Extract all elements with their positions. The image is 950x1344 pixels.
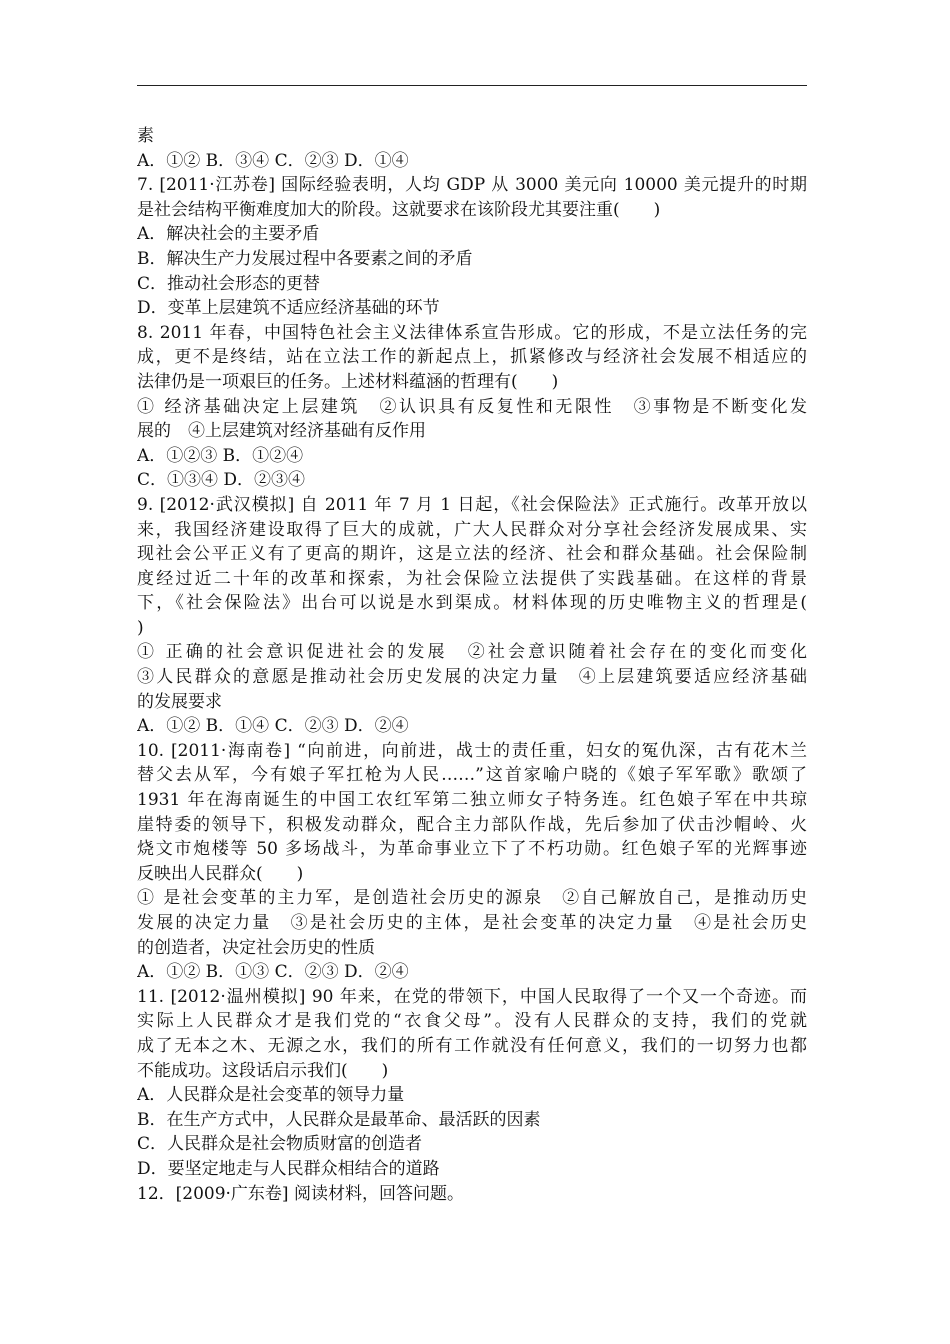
text-line: ) (137, 617, 144, 638)
text-line: 10. [2011·海南卷] “向前进，向前进，战士的责任重，妇女的冤仇深，古有花木兰 (137, 740, 807, 761)
text-line: ① 经济基础决定上层建筑 ②认识具有反复性和无限性 ③事物是不断变化发 (137, 396, 807, 417)
text-line: 是社会结构平衡难度加大的阶段。这就要求在该阶段尤其要注重( ) (137, 199, 661, 220)
text-line: C．①③④ D．②③④ (137, 470, 306, 491)
text-line: 成了无本之木、无源之水，我们的所有工作就没有任何意义，我们的一切努力也都 (137, 1035, 807, 1056)
text-line: 不能成功。这段话启示我们( ) (137, 1060, 389, 1081)
text-line: 素 (137, 126, 154, 146)
text-line: 崖特委的领导下，积极发动群众，配合主力部队作战，先后参加了伏击沙帽岭、火 (137, 814, 807, 835)
text-line: 发展的决定力量 ③是社会历史的主体，是社会变革的决定力量 ④是社会历史 (137, 913, 807, 933)
text-line: 11. [2012·温州模拟] 90 年来，在党的带领下，中国人民取得了一个又一个奇迹。而 (137, 986, 807, 1007)
text-line: A．①② B．①④ C．②③ D．②④ (137, 716, 409, 737)
text-line: 反映出人民群众( ) (137, 863, 304, 884)
text-line: 的发展要求 (137, 691, 222, 712)
text-line: D．要坚定地走与人民群众相结合的道路 (137, 1158, 440, 1179)
text-line: B．在生产方式中，人民群众是最革命、最活跃的因素 (137, 1109, 541, 1130)
text-line: D．变革上层建筑不适应经济基础的环节 (137, 298, 440, 319)
text-line: ① 正确的社会意识促进社会的发展 ②社会意识随着社会存在的变化而变化 (137, 642, 807, 663)
text-line: 来，我国经济建设取得了巨大的成就，广大人民群众对分享社会经济发展成果、实 (137, 519, 807, 540)
text-line: 12．[2009·广东卷] 阅读材料，回答问题。 (137, 1183, 464, 1204)
text-line: 1931 年在海南诞生的中国工农红军第二独立师女子特务连。红色娘子军在中共琼 (137, 790, 807, 811)
text-line: 法律仍是一项艰巨的任务。上述材料蕴涵的哲理有( ) (137, 371, 559, 392)
text-line: 现社会公平正义有了更高的期许，这是立法的经济、社会和群众基础。社会保险制 (137, 544, 807, 565)
text-line: 展的 ④上层建筑对经济基础有反作用 (137, 421, 426, 442)
text-line: B．解决生产力发展过程中各要素之间的矛盾 (137, 248, 473, 269)
text-line: A．①② B．①③ C．②③ D．②④ (137, 962, 409, 983)
text-line: A．解决社会的主要矛盾 (137, 224, 320, 245)
text-line: 实际上人民群众才是我们党的“衣食父母”。没有人民群众的支持，我们的党就 (137, 1011, 807, 1032)
text-line: A．①② B．③④ C．②③ D．①④ (137, 150, 409, 171)
text-line: ① 是社会变革的主力军，是创造社会历史的源泉 ②自己解放自己，是推动历史 (137, 888, 807, 909)
text-line: 9. [2012·武汉模拟] 自 2011 年 7 月 1 日起，《社会保险法》正式施行。改革开放以 (137, 494, 807, 515)
exam-page-body (137, 124, 807, 1206)
text-line: 替父去从军，今有娘子军扛枪为人民……”这首家喻户晓的《娘子军军歌》歌颂了 (137, 765, 807, 786)
header-rule (137, 85, 807, 86)
text-line: 7. [2011·江苏卷] 国际经验表明，人均 GDP 从 3000 美元向 10000 美元提升的时期 (137, 175, 807, 196)
text-line: 8. 2011 年春，中国特色社会主义法律体系宣告形成。它的形成，不是立法任务的完 (137, 322, 807, 343)
text-line: 下，《社会保险法》出台可以说是水到渠成。材料体现的历史唯物主义的哲理是( (137, 593, 807, 614)
text-line: 度经过近二十年的改革和探索，为社会保险立法提供了实践基础。在这样的背景 (137, 568, 807, 589)
text-line: C．人民群众是社会物质财富的创造者 (137, 1134, 423, 1155)
text-line: 烧文市炮楼等 50 多场战斗，为革命事业立下了不朽功勋。红色娘子军的光辉事迹 (137, 839, 807, 860)
text-line: A．①②③ B．①②④ (137, 445, 304, 466)
text-line: ③人民群众的意愿是推动社会历史发展的决定力量 ④上层建筑要适应经济基础 (137, 667, 807, 688)
text-line: C．推动社会形态的更替 (137, 273, 321, 294)
text-line: 的创造者，决定社会历史的性质 (137, 937, 375, 958)
text-line: A．人民群众是社会变革的领导力量 (137, 1085, 405, 1106)
text-line: 成，更不是终结，站在立法工作的新起点上，抓紧修改与经济社会发展不相适应的 (137, 347, 807, 368)
